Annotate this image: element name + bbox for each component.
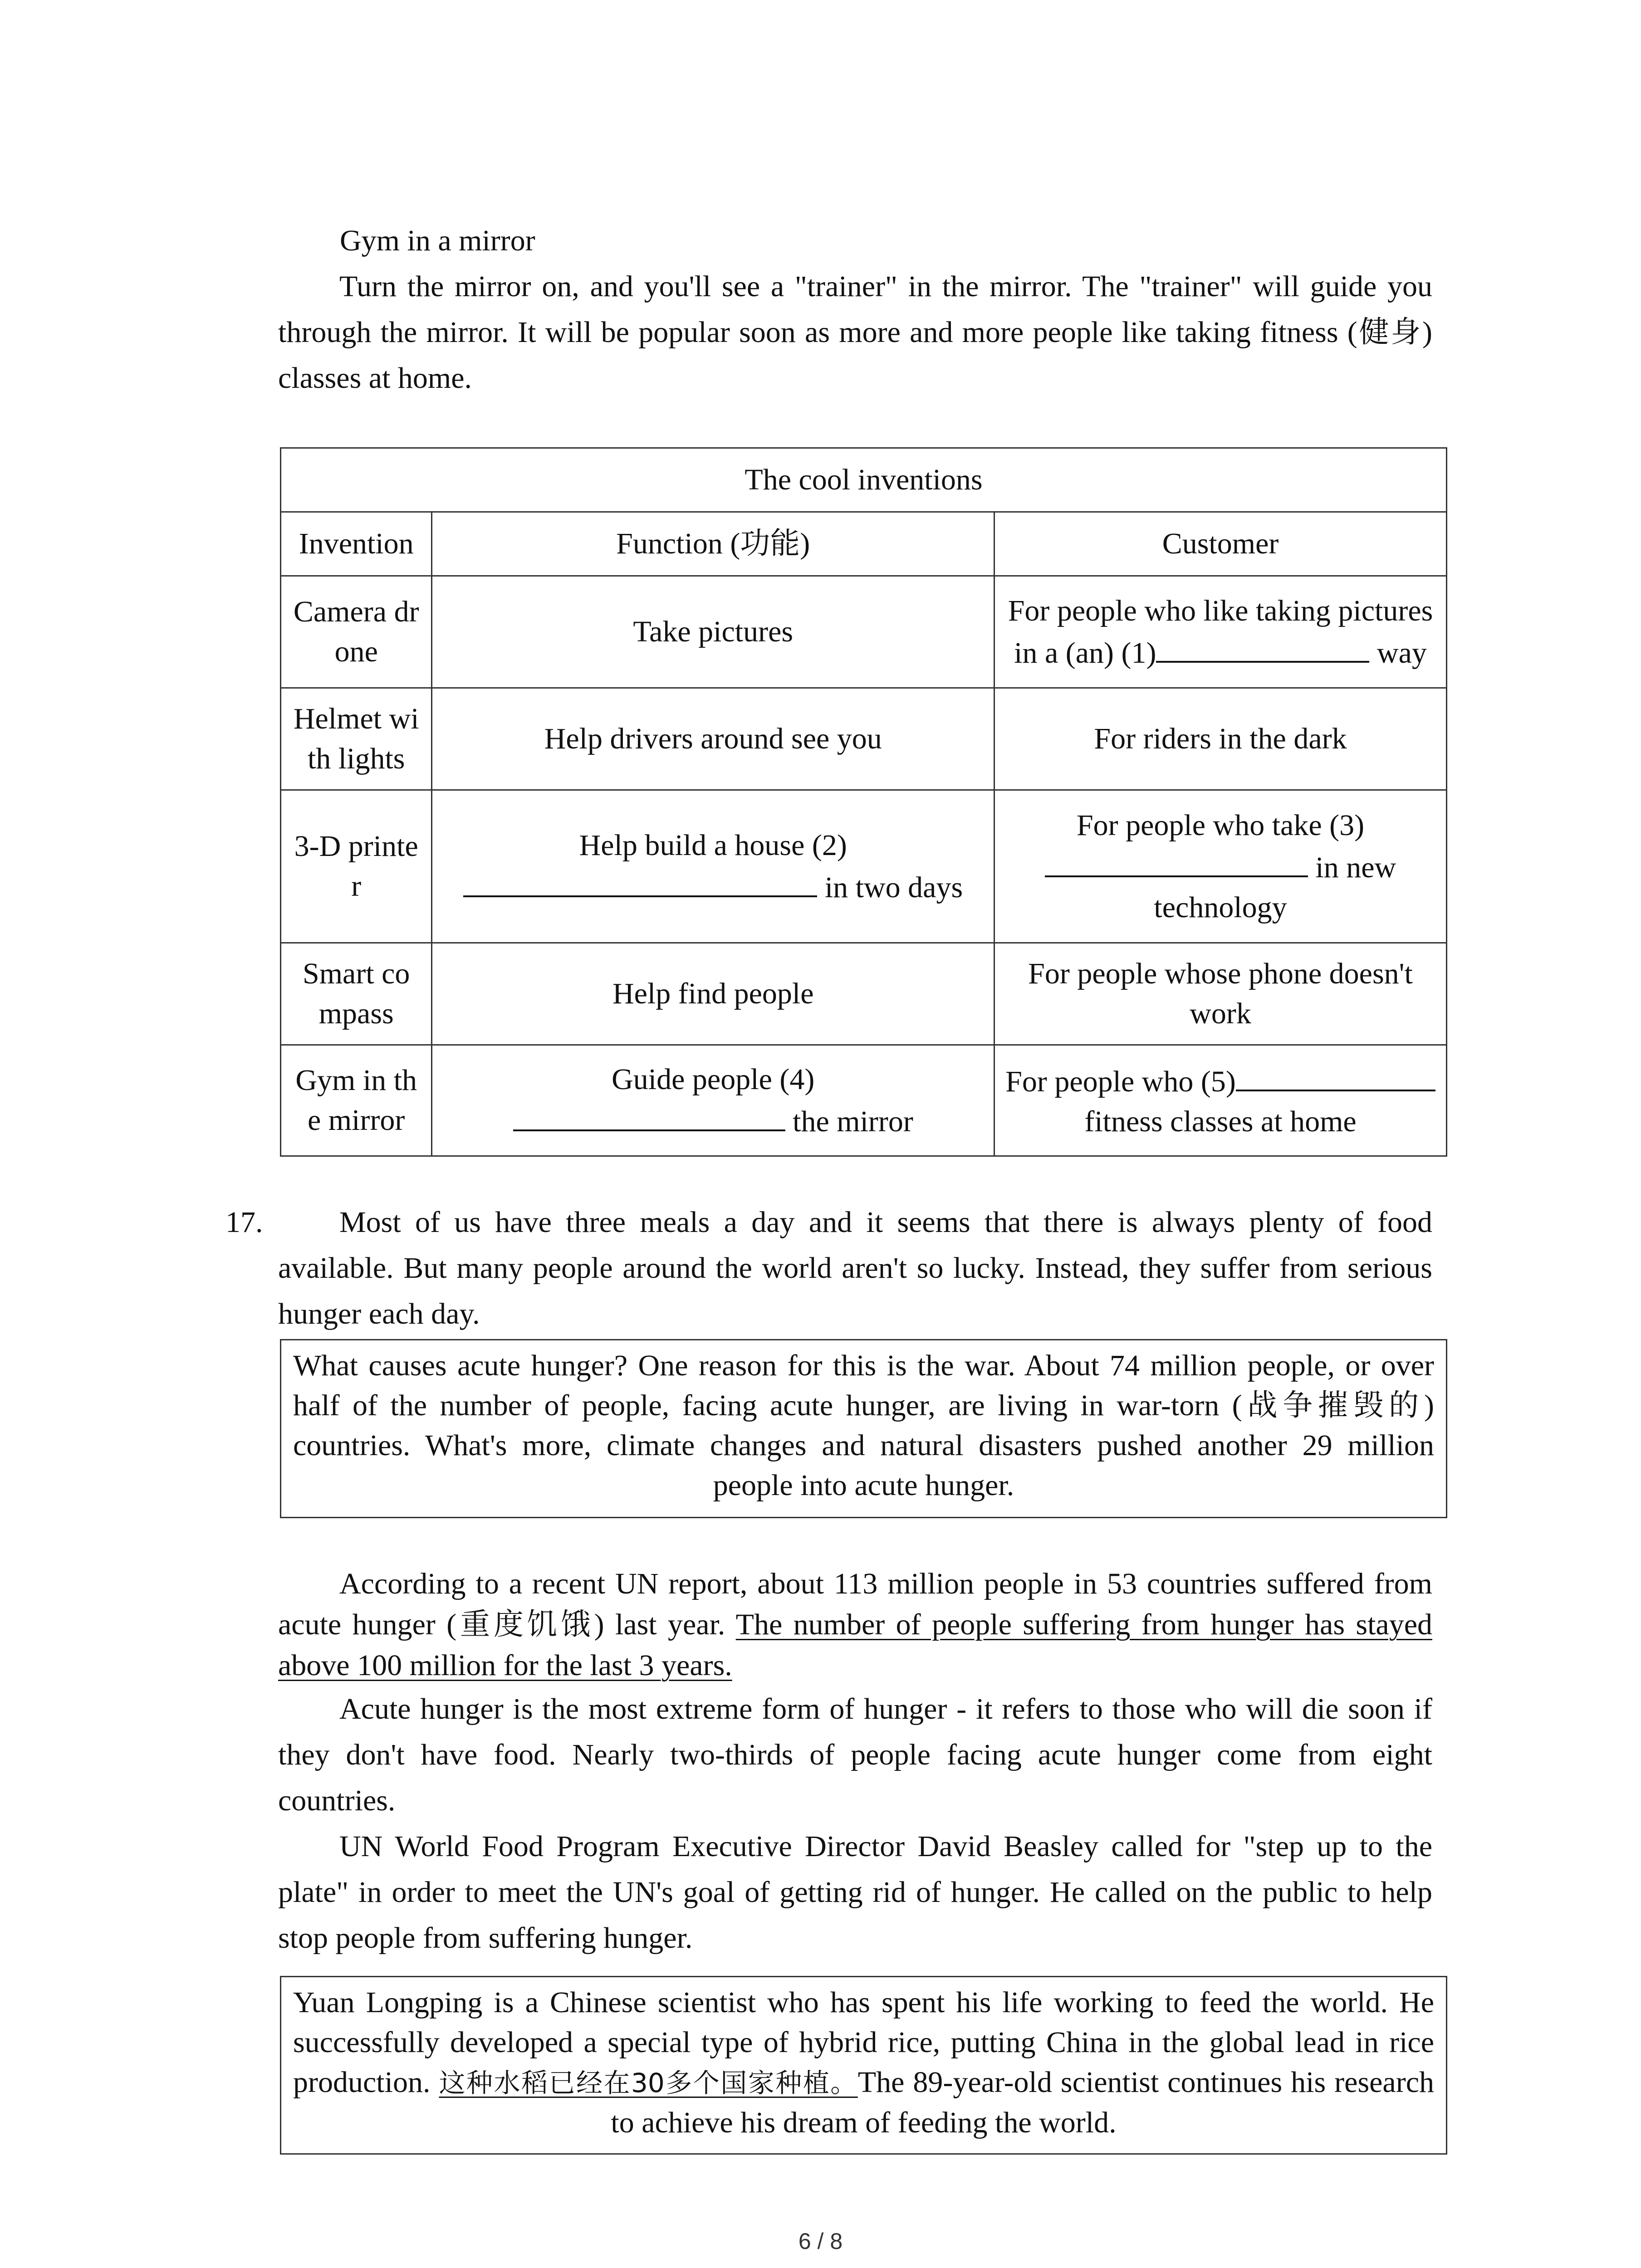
paragraph-1-text: According to a recent UN report, about 113 million people in 53 countries suffered from acute hunger (重度饥饿) last year. bbox=[278, 1567, 1432, 1641]
underlined-sentence: The number of people suffering from hunger has stayed above 100 million for the last 3 years. bbox=[278, 1608, 1432, 1682]
table-header-invention: Invention bbox=[281, 512, 432, 576]
invention-cell: 3-D printer bbox=[281, 790, 432, 943]
info-box-war bbox=[280, 1339, 1447, 1518]
table-header-function: Function (功能) bbox=[432, 512, 994, 576]
info-box-yuan-text bbox=[293, 1983, 1434, 2143]
q17-body bbox=[278, 1564, 1432, 1961]
inventions-table bbox=[280, 447, 1447, 1157]
customer-cell: For riders in the dark bbox=[994, 688, 1447, 790]
customer-cell bbox=[994, 1045, 1447, 1156]
customer-text: For people who (5) bbox=[1005, 1065, 1236, 1098]
table-row bbox=[281, 943, 1447, 1045]
function-cell: Take pictures bbox=[432, 576, 994, 688]
table-row bbox=[281, 576, 1447, 688]
passage-gym bbox=[278, 264, 1432, 401]
q17-paragraph-3: UN World Food Program Executive Director David Beasley called for "step up to the plate" in order to meet the UN's goal of getting rid of hunger. He called on the public to help stop people from suffering hunger. bbox=[278, 1830, 1432, 1955]
function-cell: Help drivers around see you bbox=[432, 688, 994, 790]
customer-cell: For people whose phone doesn't work bbox=[994, 943, 1447, 1045]
page-number: 6 / 8 bbox=[798, 2229, 843, 2254]
info-box-yuan bbox=[280, 1976, 1447, 2155]
invention-cell: Gym in the mirror bbox=[281, 1045, 432, 1156]
customer-text-end: fitness classes at home bbox=[1084, 1105, 1357, 1138]
yuan-text-end: The 89-year-old scientist continues his research to achieve his dream of feeding the world. bbox=[611, 2066, 1434, 2139]
answer-blank-1[interactable] bbox=[1156, 631, 1369, 663]
table-title: The cool inventions bbox=[281, 448, 1447, 512]
customer-cell bbox=[994, 576, 1447, 688]
function-text: Help build a house (2) bbox=[579, 828, 847, 862]
invention-cell: Camera drone bbox=[281, 576, 432, 688]
customer-text: For people who like taking pictures in a (an) (1) bbox=[1008, 594, 1433, 670]
question-number: 17. bbox=[225, 1206, 263, 1239]
invention-cell: Smart compass bbox=[281, 943, 432, 1045]
function-cell bbox=[432, 1045, 994, 1156]
invention-cell: Helmet with lights bbox=[281, 688, 432, 790]
underlined-chinese-sentence: 这种水稻已经在30多个国家种植。 bbox=[439, 2068, 858, 2098]
table-header-customer: Customer bbox=[994, 512, 1447, 576]
q17-intro bbox=[278, 1199, 1432, 1337]
answer-blank-2[interactable] bbox=[463, 865, 817, 897]
customer-text: For people who take (3) bbox=[1076, 808, 1365, 842]
function-cell: Help find people bbox=[432, 943, 994, 1045]
customer-cell bbox=[994, 790, 1447, 943]
info-box-war-text: What causes acute hunger? One reason for this is the war. About 74 million people, or over half of the number of people, facing acute hunger, are living in war-torn (战争摧毁的) countries. What's more, climate changes and natural disasters pushed another 29 million people into acute hunger. bbox=[293, 1349, 1434, 1502]
answer-blank-4[interactable] bbox=[513, 1100, 785, 1131]
table-row bbox=[281, 688, 1447, 790]
table-row bbox=[281, 1045, 1447, 1156]
q17-intro-text: Most of us have three meals a day and it seems that there is always plenty of food available. But many people around the world aren't so lucky. Instead, they suffer from serious hunger each day. bbox=[278, 1206, 1432, 1330]
answer-blank-5[interactable] bbox=[1236, 1060, 1435, 1091]
yuan-text-start: Yuan Longping is a Chinese scientist who has spent his life working to feed the world. He successfully developed a special type of hybrid rice, putting China in the global lead in rice production. bbox=[293, 1986, 1434, 2099]
q17-paragraph-1 bbox=[278, 1564, 1432, 1686]
table-row bbox=[281, 790, 1447, 943]
customer-text-end: way bbox=[1376, 636, 1427, 670]
passage-title: Gym in a mirror bbox=[340, 224, 535, 257]
function-text-end: the mirror bbox=[793, 1105, 913, 1138]
passage-gym-text: Turn the mirror on, and you'll see a "trainer" in the mirror. The "trainer" will guide you through the mirror. It will be popular soon as more and more people like taking fitness (健身) classes at home. bbox=[278, 270, 1432, 395]
function-text-end: in two days bbox=[824, 870, 963, 904]
answer-blank-3[interactable] bbox=[1045, 846, 1308, 877]
function-text: Guide people (4) bbox=[612, 1062, 815, 1096]
q17-paragraph-2: Acute hunger is the most extreme form of hunger - it refers to those who will die soon if they don't have food. Nearly two-thirds of people facing acute hunger come from eight countries. bbox=[278, 1692, 1432, 1817]
customer-text-end: in new technology bbox=[1154, 850, 1396, 924]
function-cell bbox=[432, 790, 994, 943]
